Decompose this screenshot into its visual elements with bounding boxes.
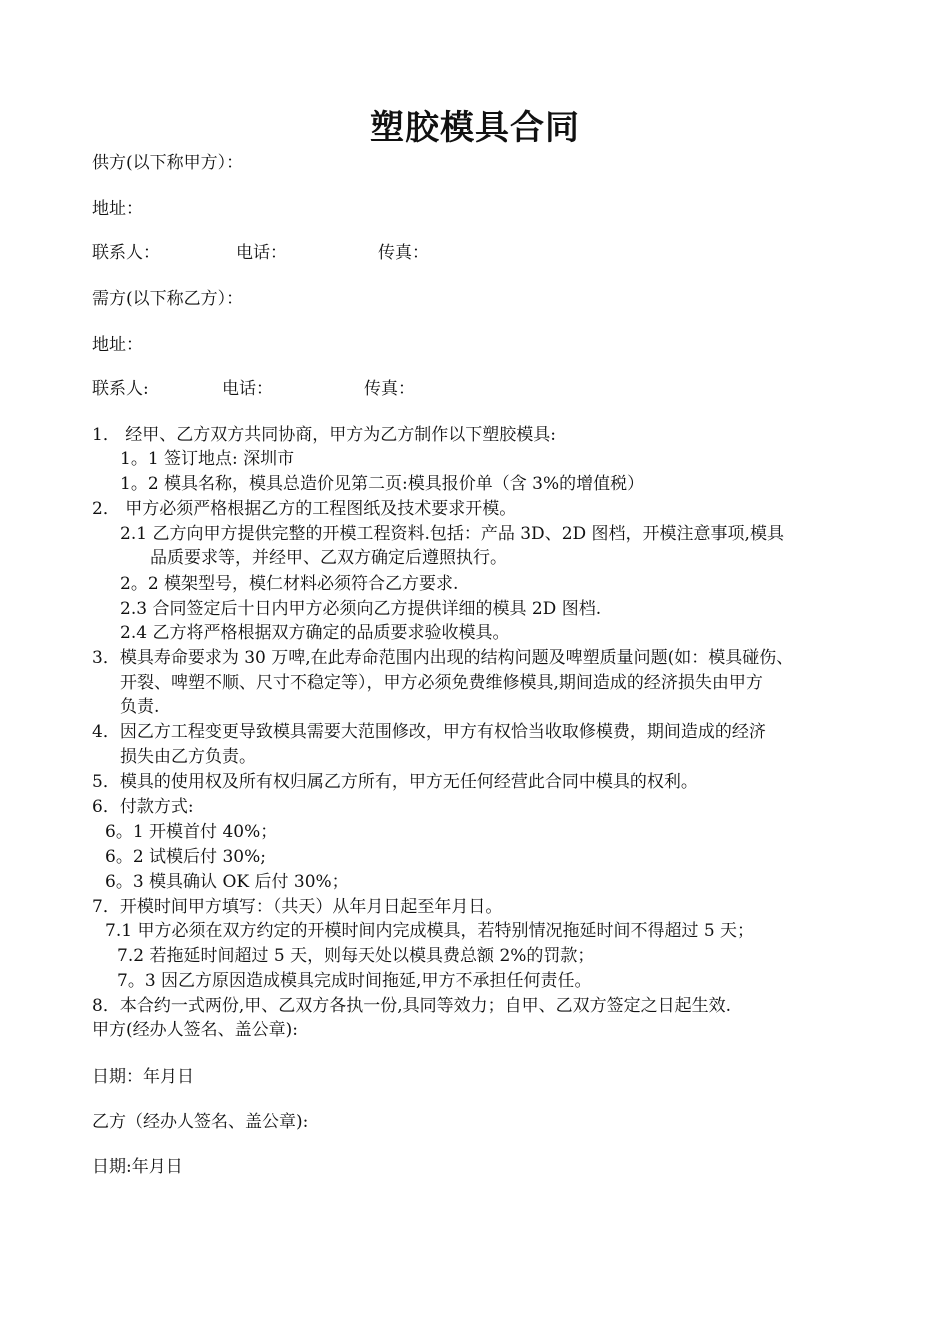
- clause-line: 5．模具的使用权及所有权归属乙方所有，甲方无任何经营此合同中模具的权利。: [92, 772, 698, 792]
- clause-line: 6．付款方式:: [92, 797, 194, 817]
- buyer-heading: 需方(以下称乙方）：: [92, 289, 244, 309]
- clause-line: 品质要求等，并经甲、乙双方确定后遵照执行。: [150, 548, 507, 568]
- party-a-date-label: 日期：年月日: [92, 1067, 194, 1087]
- clause-line: 3．模具寿命要求为 30 万啤,在此寿命范围内出现的结构问题及啤塑质量问题(如：模具碰伤、: [92, 648, 794, 668]
- clause-line: 7。3 因乙方原因造成模具完成时间拖延,甲方不承担任何责任。: [117, 971, 592, 991]
- clause-line: 2。2 模架型号，模仁材料必须符合乙方要求.: [120, 574, 459, 594]
- clause-line: 6。3 模具确认 OK 后付 30%；: [105, 872, 349, 892]
- page-title: 塑胶模具合同: [370, 108, 580, 148]
- buyer-phone-label: 电话：: [222, 379, 273, 399]
- supplier-fax-label: 传真：: [378, 243, 429, 263]
- clause-line: 1。2 模具名称，模具总造价见第二页:模具报价单（含 3%的增值税）: [120, 474, 645, 494]
- party-b-date-label: 日期:年月日: [92, 1157, 183, 1177]
- clause-line: 6。1 开模首付 40%；: [105, 822, 278, 842]
- clause-line: 负责.: [120, 697, 160, 717]
- clause-line: 7．开模时间甲方填写：（共天）从年月日起至年月日。: [92, 897, 503, 917]
- clause-line: 7.2 若拖延时间超过 5 天，则每天处以模具费总额 2%的罚款；: [117, 946, 595, 966]
- clause-line: 2． 甲方必须严格根据乙方的工程图纸及技术要求开模。: [92, 499, 517, 519]
- clause-line: 1。1 签订地点: 深圳市: [120, 449, 295, 469]
- clause-line: 2.1 乙方向甲方提供完整的开模工程资料.包括：产品 3D、2D 图档，开模注意事项,模具: [120, 524, 784, 544]
- supplier-heading: 供方(以下称甲方）：: [92, 153, 244, 173]
- clause-line: 8．本合约一式两份,甲、乙双方各执一份,具同等效力；自甲、乙双方签定之日起生效.: [92, 996, 732, 1016]
- clause-line: 1． 经甲、乙方双方共同协商，甲方为乙方制作以下塑胶模具:: [92, 425, 556, 445]
- party-b-signature-label: 乙方（经办人签名、盖公章):: [92, 1112, 309, 1132]
- clause-line: 6。2 试模后付 30%;: [105, 847, 266, 867]
- supplier-address-label: 地址：: [92, 199, 143, 219]
- supplier-contact-label: 联系人：: [92, 243, 160, 263]
- clause-line: 损失由乙方负责。: [120, 747, 256, 767]
- clause-line: 2.4 乙方将严格根据双方确定的品质要求验收模具。: [120, 623, 510, 643]
- supplier-phone-label: 电话：: [236, 243, 287, 263]
- buyer-address-label: 地址：: [92, 335, 143, 355]
- clause-line: 开裂、啤塑不顺、尺寸不稳定等），甲方必须免费维修模具,期间造成的经济损失由甲方: [120, 673, 763, 693]
- buyer-fax-label: 传真：: [364, 379, 415, 399]
- party-a-signature-label: 甲方(经办人签名、盖公章):: [92, 1020, 298, 1040]
- clause-line: 7.1 甲方必须在双方约定的开模时间内完成模具，若特别情况拖延时间不得超过 5 天；: [105, 921, 755, 941]
- clause-line: 2.3 合同签定后十日内甲方必须向乙方提供详细的模具 2D 图档.: [120, 599, 602, 619]
- clause-line: 4．因乙方工程变更导致模具需要大范围修改，甲方有权恰当收取修模费，期间造成的经济: [92, 722, 766, 742]
- buyer-contact-label: 联系人:: [92, 379, 149, 399]
